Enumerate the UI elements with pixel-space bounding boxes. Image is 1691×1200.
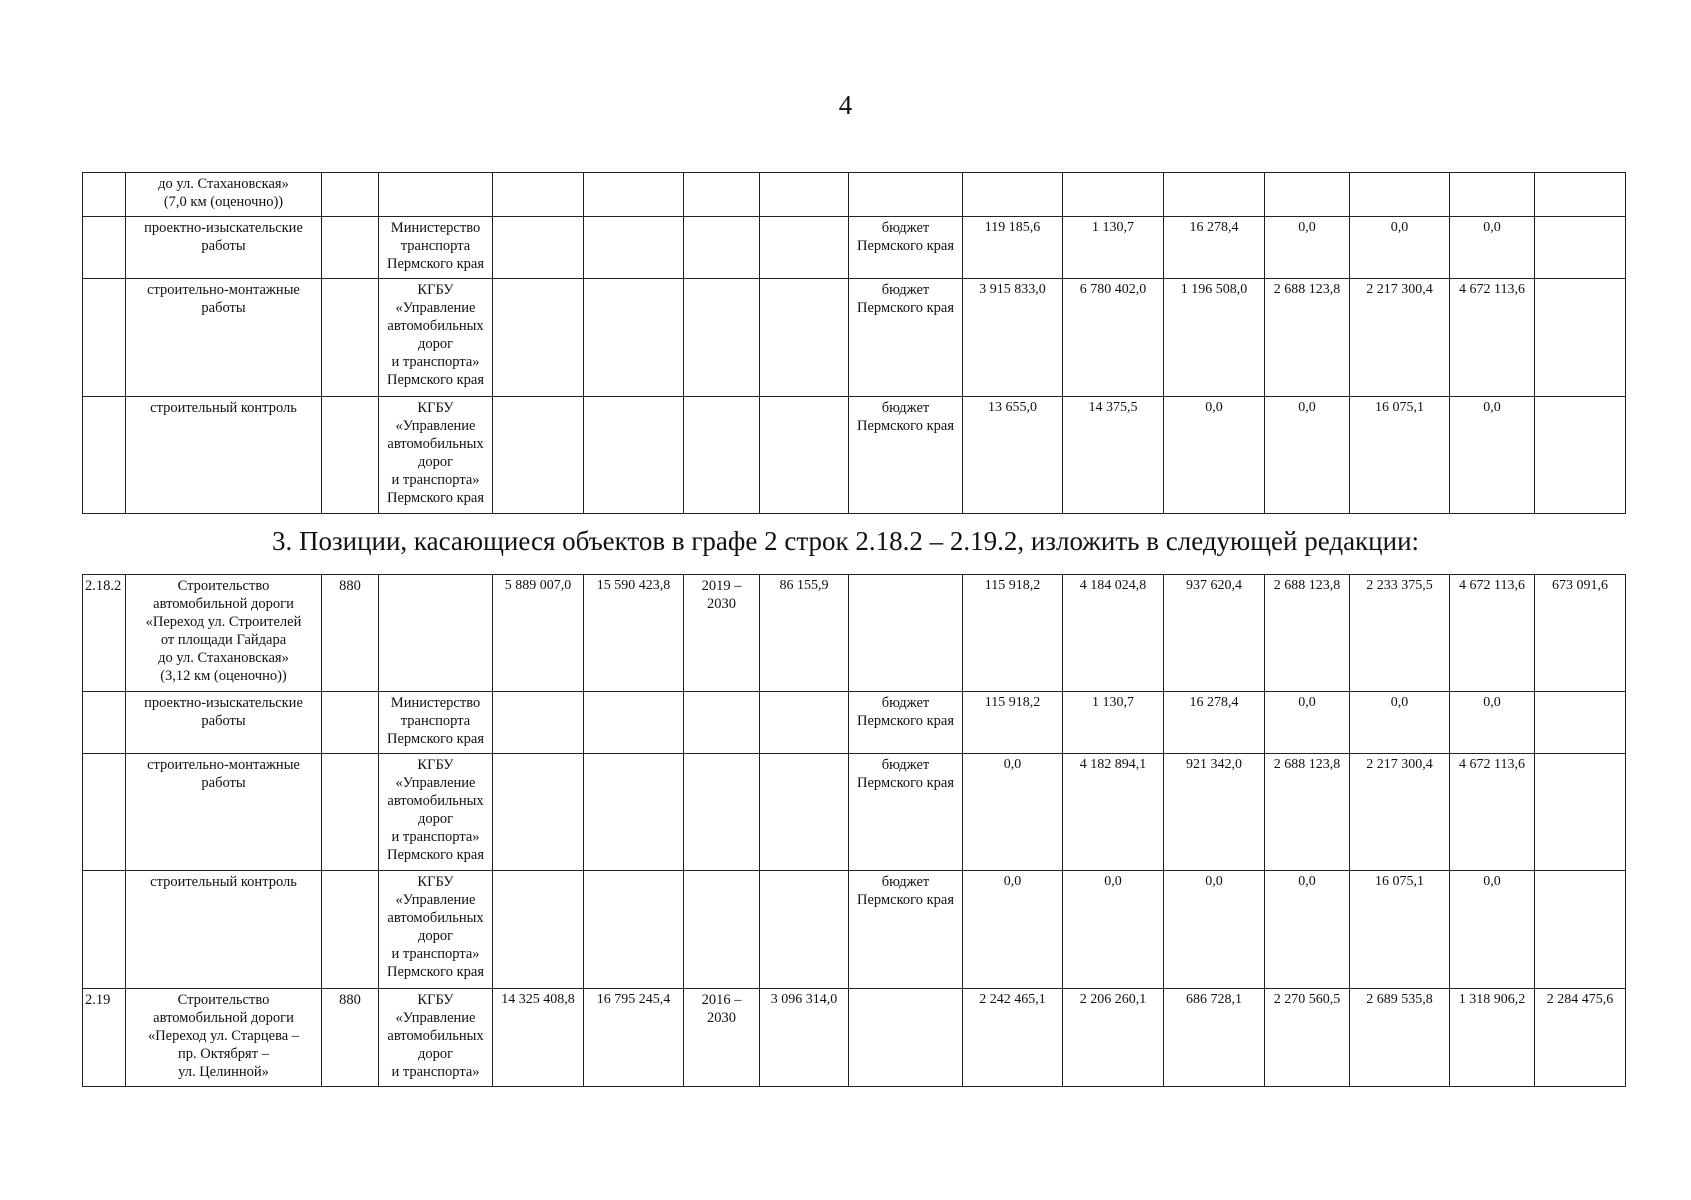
table-cell: КГБУ «Управление автомобильных дорог и транспорта» Пермского края xyxy=(379,279,493,397)
table-cell xyxy=(1450,173,1535,217)
table-cell: 0,0 xyxy=(963,871,1063,989)
table-cell xyxy=(963,173,1063,217)
table-cell: 1 318 906,2 xyxy=(1450,989,1535,1087)
table-cell xyxy=(849,173,963,217)
table-cell xyxy=(322,217,379,279)
table-cell: 115 918,2 xyxy=(963,575,1063,692)
table-cell: Строительство автомобильной дороги «Переход ул. Строителей от площади Гайдара до ул. Стахановская» (3,12 км (оценочно)) xyxy=(126,575,322,692)
table-row xyxy=(83,173,1626,217)
table-cell: 0,0 xyxy=(1265,217,1350,279)
table-cell: строительный контроль xyxy=(126,871,322,989)
table-cell: 2 233 375,5 xyxy=(1350,575,1450,692)
table-cell xyxy=(1535,279,1626,397)
table-cell xyxy=(83,173,126,217)
table-cell xyxy=(584,217,684,279)
table-cell xyxy=(1535,173,1626,217)
table-row xyxy=(83,217,1626,279)
table-cell: КГБУ «Управление автомобильных дорог и транспорта» xyxy=(379,989,493,1087)
table-cell xyxy=(1350,173,1450,217)
table-cell xyxy=(584,692,684,754)
table-cell: 6 780 402,0 xyxy=(1063,279,1164,397)
table-cell xyxy=(493,692,584,754)
table-cell xyxy=(83,692,126,754)
table-cell: 14 375,5 xyxy=(1063,397,1164,514)
table-cell: строительно-монтажные работы xyxy=(126,754,322,871)
table-cell xyxy=(322,754,379,871)
table-cell xyxy=(760,397,849,514)
table-cell: 1 130,7 xyxy=(1063,692,1164,754)
table-cell: 2 217 300,4 xyxy=(1350,279,1450,397)
table-cell: 0,0 xyxy=(1265,397,1350,514)
table-cell xyxy=(584,871,684,989)
table-cell: 16 278,4 xyxy=(1164,692,1265,754)
table-cell: 2.19 xyxy=(83,989,126,1087)
table-cell xyxy=(1535,871,1626,989)
table-cell: Министерство транспорта Пермского края xyxy=(379,217,493,279)
table-cell xyxy=(493,217,584,279)
table-cell xyxy=(1535,692,1626,754)
table-cell xyxy=(760,279,849,397)
table-cell xyxy=(322,871,379,989)
table-cell xyxy=(684,217,760,279)
table-cell: 1 196 508,0 xyxy=(1164,279,1265,397)
table-cell xyxy=(1063,173,1164,217)
table-cell: 1 130,7 xyxy=(1063,217,1164,279)
table-cell: проектно-изыскательские работы xyxy=(126,217,322,279)
table-cell: Строительство автомобильной дороги «Переход ул. Старцева – пр. Октябрят – ул. Целинной» xyxy=(126,989,322,1087)
table-cell xyxy=(760,871,849,989)
table-cell: 880 xyxy=(322,989,379,1087)
table-cell: 2.18.2 xyxy=(83,575,126,692)
table-cell: 2 688 123,8 xyxy=(1265,575,1350,692)
table-cell: 0,0 xyxy=(1450,217,1535,279)
table-cell: КГБУ «Управление автомобильных дорог и транспорта» Пермского края xyxy=(379,754,493,871)
table-cell: 16 075,1 xyxy=(1350,397,1450,514)
table-cell: 2019 – 2030 xyxy=(684,575,760,692)
table-cell: 0,0 xyxy=(1350,692,1450,754)
table-cell xyxy=(760,754,849,871)
table-cell: 4 182 894,1 xyxy=(1063,754,1164,871)
table-row xyxy=(83,575,1626,692)
table-cell xyxy=(493,173,584,217)
table-cell: 2 284 475,6 xyxy=(1535,989,1626,1087)
table-row xyxy=(83,279,1626,397)
table-cell: 16 075,1 xyxy=(1350,871,1450,989)
table-cell: бюджет Пермского края xyxy=(849,692,963,754)
table-cell: проектно-изыскательские работы xyxy=(126,692,322,754)
table-cell: до ул. Стахановская» (7,0 км (оценочно)) xyxy=(126,173,322,217)
table-cell xyxy=(493,397,584,514)
page-number: 4 xyxy=(838,90,853,120)
table-cell: 2 689 535,8 xyxy=(1350,989,1450,1087)
table-cell: строительный контроль xyxy=(126,397,322,514)
table-cell xyxy=(1535,397,1626,514)
table-cell xyxy=(83,217,126,279)
table-cell: 14 325 408,8 xyxy=(493,989,584,1087)
table-cell xyxy=(83,754,126,871)
budget-table-new-edition xyxy=(82,574,1626,1087)
table-cell xyxy=(83,397,126,514)
budget-table-continuation xyxy=(82,172,1626,514)
table-cell: 4 184 024,8 xyxy=(1063,575,1164,692)
table-cell xyxy=(760,173,849,217)
table-cell: 5 889 007,0 xyxy=(493,575,584,692)
table-cell: КГБУ «Управление автомобильных дорог и транспорта» Пермского края xyxy=(379,871,493,989)
table-cell xyxy=(684,754,760,871)
table-cell: 0,0 xyxy=(1450,692,1535,754)
table-cell: 86 155,9 xyxy=(760,575,849,692)
table-cell: 2 217 300,4 xyxy=(1350,754,1450,871)
table-cell xyxy=(684,397,760,514)
table-cell: 2 206 260,1 xyxy=(1063,989,1164,1087)
table-cell xyxy=(684,692,760,754)
table-cell: 0,0 xyxy=(963,754,1063,871)
table-cell: 0,0 xyxy=(1164,871,1265,989)
table-cell: 15 590 423,8 xyxy=(584,575,684,692)
table-cell: 4 672 113,6 xyxy=(1450,279,1535,397)
table-cell xyxy=(760,217,849,279)
table-cell xyxy=(379,575,493,692)
table-cell: бюджет Пермского края xyxy=(849,279,963,397)
table-cell: 0,0 xyxy=(1450,871,1535,989)
table-cell: КГБУ «Управление автомобильных дорог и транспорта» Пермского края xyxy=(379,397,493,514)
table-cell xyxy=(584,279,684,397)
table-cell xyxy=(684,871,760,989)
table-cell: 937 620,4 xyxy=(1164,575,1265,692)
table-row xyxy=(83,989,1626,1087)
table-cell xyxy=(584,754,684,871)
table-cell xyxy=(1535,217,1626,279)
table-cell: Министерство транспорта Пермского края xyxy=(379,692,493,754)
table-cell: 0,0 xyxy=(1350,217,1450,279)
table-cell: 4 672 113,6 xyxy=(1450,754,1535,871)
table-cell xyxy=(322,397,379,514)
table-cell xyxy=(584,173,684,217)
table-cell xyxy=(1535,754,1626,871)
table-cell: 16 278,4 xyxy=(1164,217,1265,279)
table-cell: 0,0 xyxy=(1265,692,1350,754)
table-cell: 3 096 314,0 xyxy=(760,989,849,1087)
table-row xyxy=(83,754,1626,871)
table-cell: 13 655,0 xyxy=(963,397,1063,514)
table-cell: 4 672 113,6 xyxy=(1450,575,1535,692)
table-row xyxy=(83,692,1626,754)
table-cell: 115 918,2 xyxy=(963,692,1063,754)
table-cell: 686 728,1 xyxy=(1164,989,1265,1087)
table-cell xyxy=(322,173,379,217)
table-cell xyxy=(322,692,379,754)
table-cell xyxy=(684,173,760,217)
table-cell xyxy=(684,279,760,397)
table-cell: 0,0 xyxy=(1164,397,1265,514)
table-cell xyxy=(849,575,963,692)
table-cell xyxy=(379,173,493,217)
table-cell: строительно-монтажные работы xyxy=(126,279,322,397)
table-cell xyxy=(322,279,379,397)
table-cell: 119 185,6 xyxy=(963,217,1063,279)
table-cell xyxy=(1164,173,1265,217)
table-cell: 2 688 123,8 xyxy=(1265,279,1350,397)
table-cell: 2016 – 2030 xyxy=(684,989,760,1087)
table-cell: 673 091,6 xyxy=(1535,575,1626,692)
table-cell: бюджет Пермского края xyxy=(849,871,963,989)
table-cell: 2 242 465,1 xyxy=(963,989,1063,1087)
table-cell xyxy=(584,397,684,514)
table-cell: 0,0 xyxy=(1265,871,1350,989)
table-row xyxy=(83,397,1626,514)
table-cell: 2 688 123,8 xyxy=(1265,754,1350,871)
table-cell xyxy=(493,754,584,871)
table-cell xyxy=(849,989,963,1087)
table-cell: бюджет Пермского края xyxy=(849,754,963,871)
table-cell xyxy=(493,871,584,989)
table-cell: 16 795 245,4 xyxy=(584,989,684,1087)
section-heading: 3. Позиции, касающиеся объектов в графе 2 строк 2.18.2 – 2.19.2, изложить в следующей редакции: xyxy=(271,526,1420,556)
table-cell: 0,0 xyxy=(1063,871,1164,989)
table-cell xyxy=(493,279,584,397)
table-cell: бюджет Пермского края xyxy=(849,397,963,514)
table-row xyxy=(83,871,1626,989)
table-cell: 921 342,0 xyxy=(1164,754,1265,871)
table-cell: бюджет Пермского края xyxy=(849,217,963,279)
table-cell: 3 915 833,0 xyxy=(963,279,1063,397)
table-cell xyxy=(760,692,849,754)
table-cell xyxy=(1265,173,1350,217)
table-cell: 2 270 560,5 xyxy=(1265,989,1350,1087)
table-cell xyxy=(83,871,126,989)
table-cell: 880 xyxy=(322,575,379,692)
table-cell: 0,0 xyxy=(1450,397,1535,514)
table-cell xyxy=(83,279,126,397)
